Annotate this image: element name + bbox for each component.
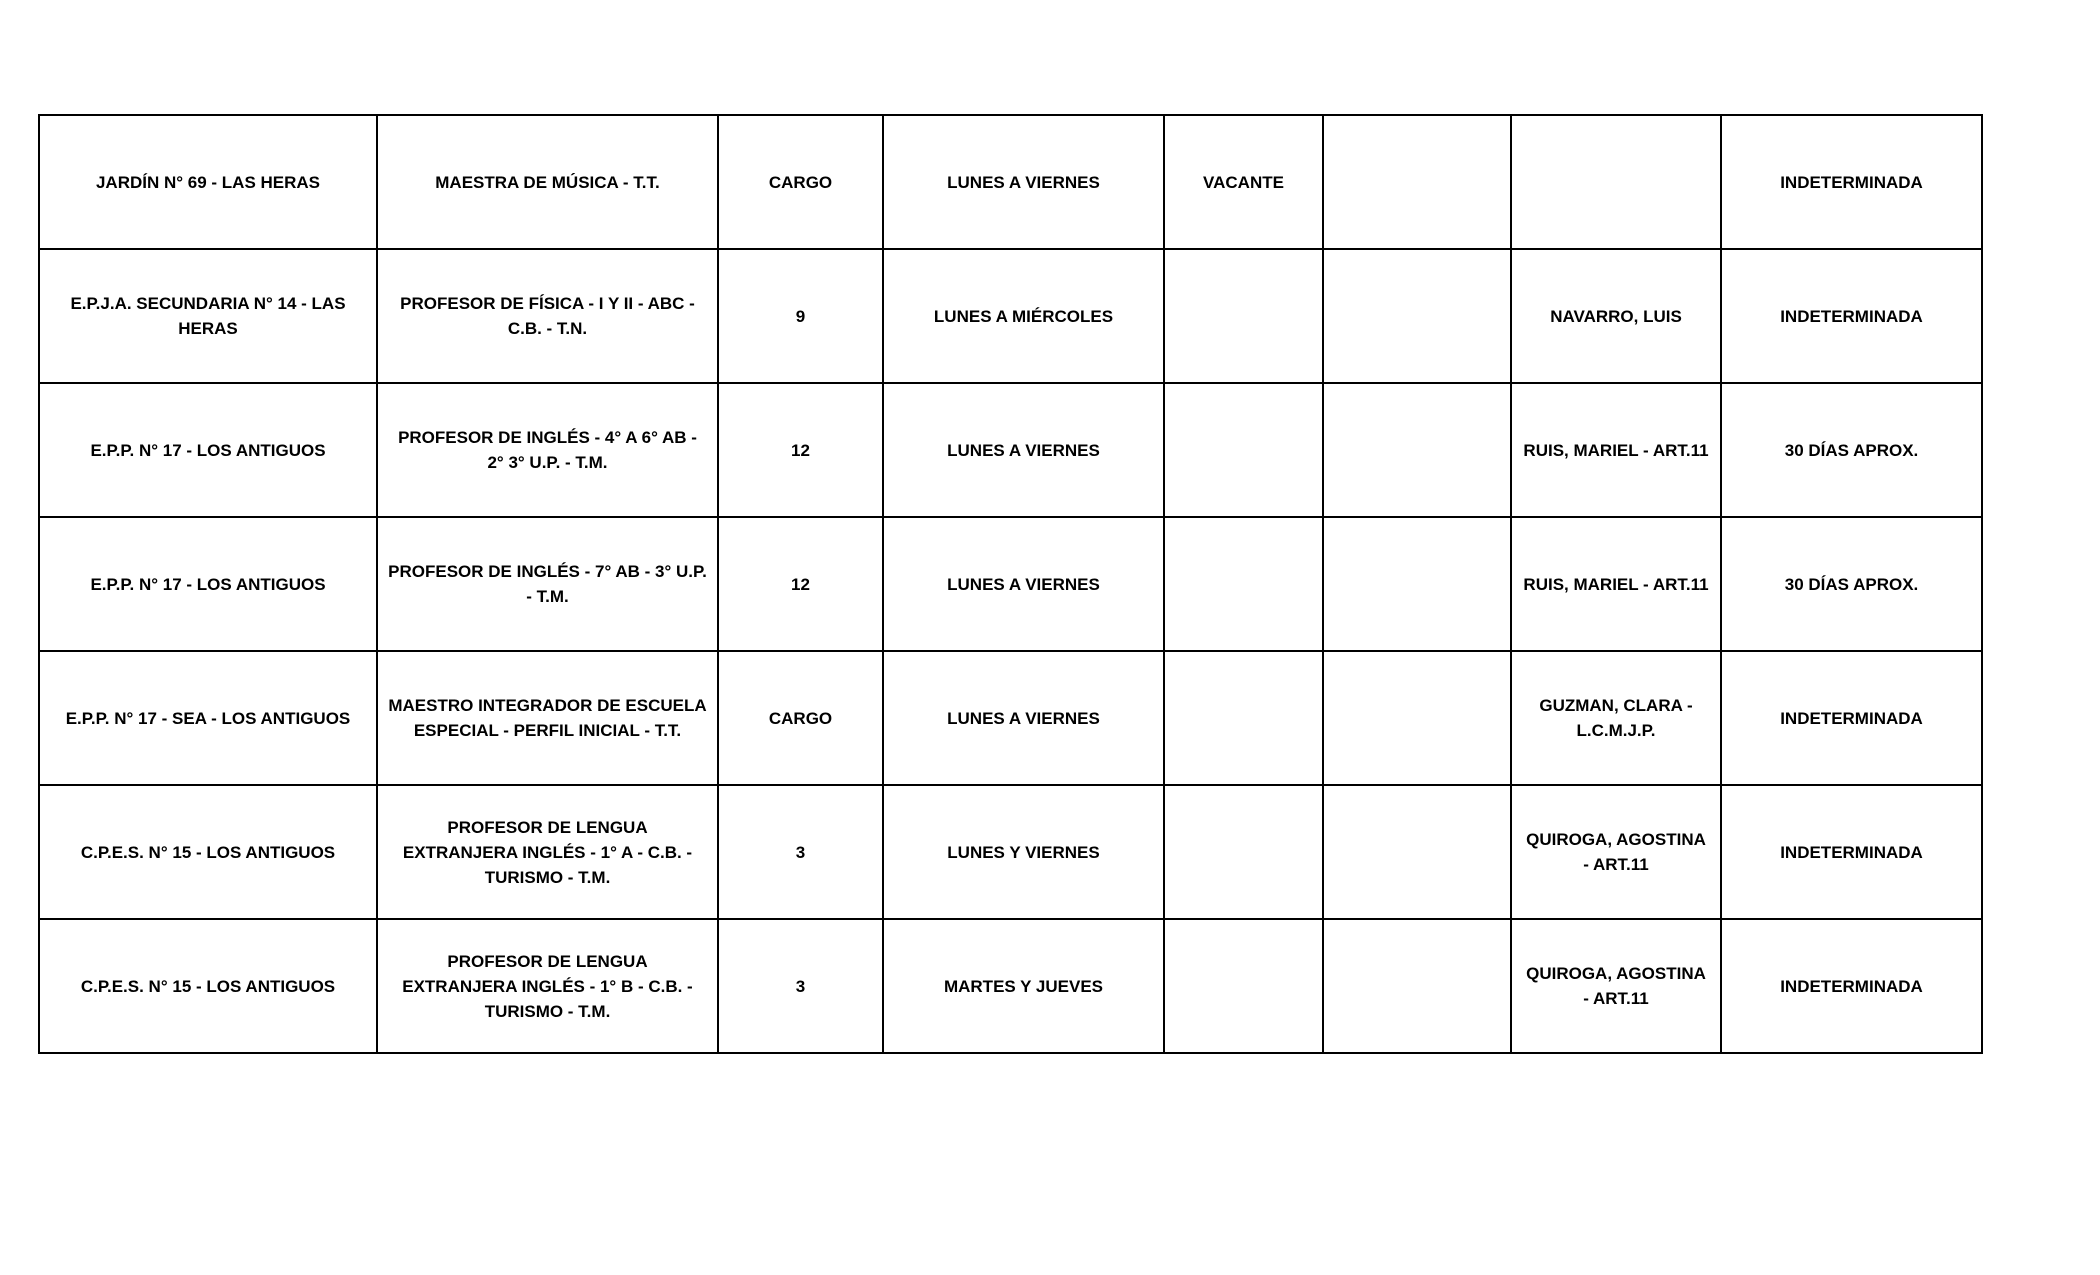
school-cell: E.P.P. N° 17 - LOS ANTIGUOS [39, 383, 377, 517]
empty-cell [1323, 919, 1511, 1053]
status-cell [1164, 517, 1323, 651]
days-cell: MARTES Y JUEVES [883, 919, 1164, 1053]
position-cell: PROFESOR DE LENGUA EXTRANJERA INGLÉS - 1° A - C.B. - TURISMO - T.M. [377, 785, 718, 919]
table-row [39, 651, 1982, 785]
duration-cell: INDETERMINADA [1721, 249, 1982, 383]
days-cell: LUNES A VIERNES [883, 517, 1164, 651]
table-row [39, 785, 1982, 919]
holder-cell: QUIROGA, AGOSTINA - ART.11 [1511, 919, 1721, 1053]
days-cell: LUNES A VIERNES [883, 383, 1164, 517]
status-cell [1164, 249, 1323, 383]
duration-cell: INDETERMINADA [1721, 919, 1982, 1053]
school-cell: C.P.E.S. N° 15 - LOS ANTIGUOS [39, 919, 377, 1053]
table-row [39, 249, 1982, 383]
position-cell: PROFESOR DE INGLÉS - 7° AB - 3° U.P. - T.M. [377, 517, 718, 651]
days-cell: LUNES A VIERNES [883, 651, 1164, 785]
days-cell: LUNES Y VIERNES [883, 785, 1164, 919]
school-cell: E.P.P. N° 17 - SEA - LOS ANTIGUOS [39, 651, 377, 785]
table-row [39, 115, 1982, 249]
holder-cell [1511, 115, 1721, 249]
status-cell [1164, 919, 1323, 1053]
duration-cell: 30 DÍAS APROX. [1721, 517, 1982, 651]
position-cell: PROFESOR DE LENGUA EXTRANJERA INGLÉS - 1° B - C.B. - TURISMO - T.M. [377, 919, 718, 1053]
empty-cell [1323, 651, 1511, 785]
holder-cell: GUZMAN, CLARA - L.C.M.J.P. [1511, 651, 1721, 785]
status-cell: VACANTE [1164, 115, 1323, 249]
school-cell: C.P.E.S. N° 15 - LOS ANTIGUOS [39, 785, 377, 919]
table-body [39, 115, 1982, 1053]
duration-cell: INDETERMINADA [1721, 651, 1982, 785]
hours-cell: 3 [718, 919, 883, 1053]
empty-cell [1323, 115, 1511, 249]
days-cell: LUNES A VIERNES [883, 115, 1164, 249]
table-row [39, 383, 1982, 517]
school-cell: E.P.J.A. SECUNDARIA N° 14 - LAS HERAS [39, 249, 377, 383]
empty-cell [1323, 517, 1511, 651]
hours-cell: 12 [718, 383, 883, 517]
status-cell [1164, 785, 1323, 919]
duration-cell: INDETERMINADA [1721, 115, 1982, 249]
school-cell: E.P.P. N° 17 - LOS ANTIGUOS [39, 517, 377, 651]
empty-cell [1323, 383, 1511, 517]
days-cell: LUNES A MIÉRCOLES [883, 249, 1164, 383]
school-cell: JARDÍN N° 69 - LAS HERAS [39, 115, 377, 249]
empty-cell [1323, 249, 1511, 383]
hours-cell: CARGO [718, 651, 883, 785]
position-cell: MAESTRO INTEGRADOR DE ESCUELA ESPECIAL - PERFIL INICIAL - T.T. [377, 651, 718, 785]
status-cell [1164, 383, 1323, 517]
hours-cell: 3 [718, 785, 883, 919]
hours-cell: 9 [718, 249, 883, 383]
status-cell [1164, 651, 1323, 785]
holder-cell: NAVARRO, LUIS [1511, 249, 1721, 383]
table-row [39, 517, 1982, 651]
table-row [39, 919, 1982, 1053]
position-cell: MAESTRA DE MÚSICA - T.T. [377, 115, 718, 249]
duration-cell: INDETERMINADA [1721, 785, 1982, 919]
vacancies-table [38, 114, 1983, 1054]
empty-cell [1323, 785, 1511, 919]
duration-cell: 30 DÍAS APROX. [1721, 383, 1982, 517]
hours-cell: CARGO [718, 115, 883, 249]
holder-cell: QUIROGA, AGOSTINA - ART.11 [1511, 785, 1721, 919]
position-cell: PROFESOR DE FÍSICA - I Y II - ABC - C.B. - T.N. [377, 249, 718, 383]
position-cell: PROFESOR DE INGLÉS - 4° A 6° AB - 2° 3° U.P. - T.M. [377, 383, 718, 517]
holder-cell: RUIS, MARIEL - ART.11 [1511, 383, 1721, 517]
hours-cell: 12 [718, 517, 883, 651]
holder-cell: RUIS, MARIEL - ART.11 [1511, 517, 1721, 651]
